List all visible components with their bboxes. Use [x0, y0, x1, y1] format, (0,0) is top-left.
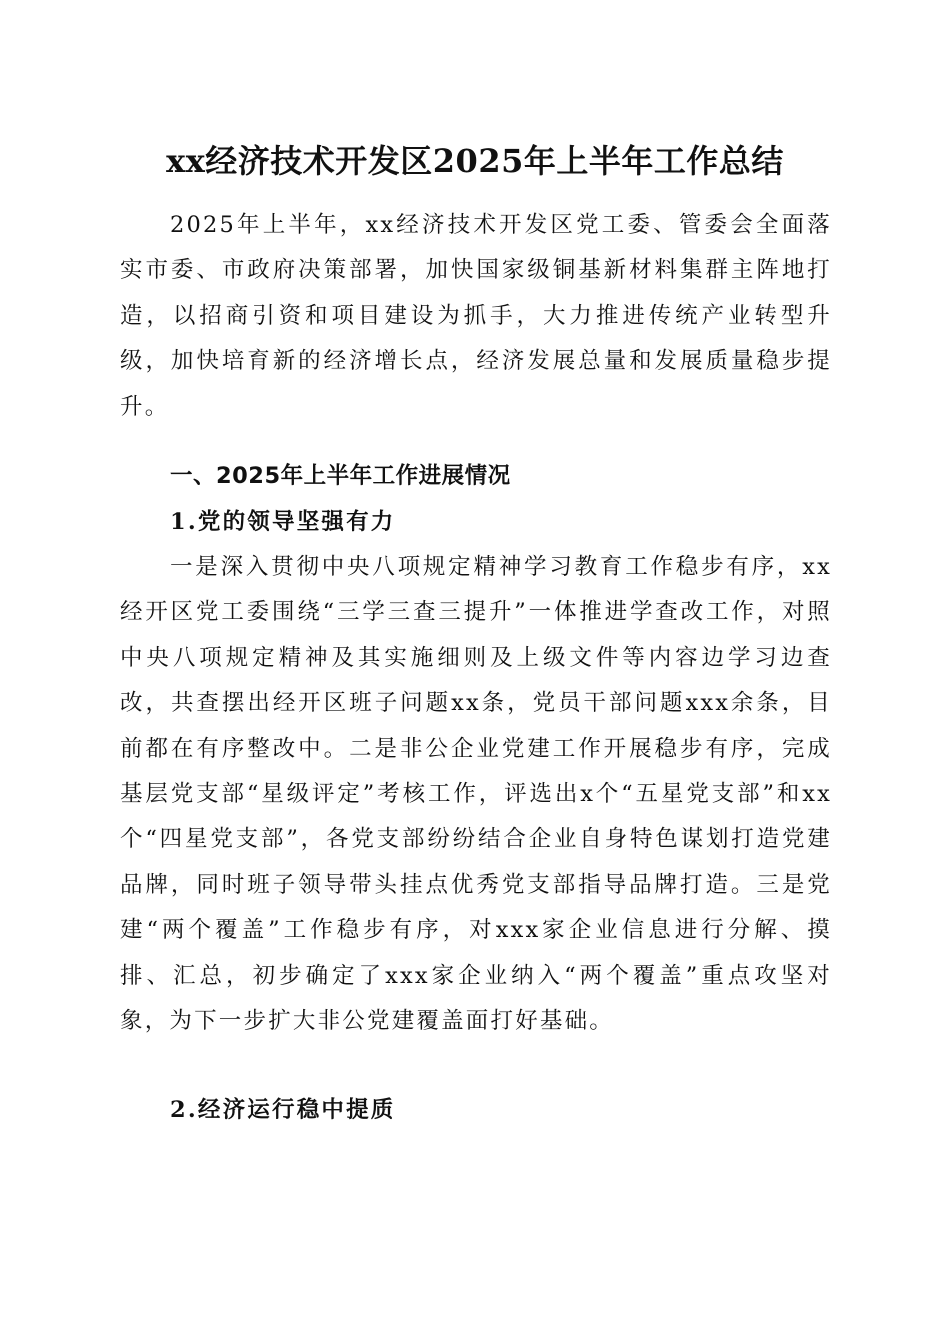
subsection-heading-2: 2.经济运行稳中提质: [170, 1097, 396, 1123]
subsection-heading-1: 1.党的领导坚强有力: [170, 509, 396, 535]
intro-paragraph: 2025年上半年，xx经济技术开发区党工委、管委会全面落实市委、市政府决策部署，加快国家级铜基新材料集群主阵地打造，以招商引资和项目建设为抓手，大力推进传统产业转型升级，加快培育新的经济增长点，经济发展总量和发展质量稳步提升。: [120, 212, 832, 420]
section-heading: 一、2025年上半年工作进展情况: [170, 463, 511, 489]
document-title: xx经济技术开发区2025年上半年工作总结: [166, 142, 784, 180]
subsection-1-paragraph: 一是深入贯彻中央八项规定精神学习教育工作稳步有序，xx经开区党工委围绕“三学三查三提升”一体推进学查改工作，对照中央八项规定精神及其实施细则及上级文件等内容边学习边查改，共查摆出经开区班子问题xx条，党员干部问题xxx余条，目前都在有序整改中。二是非公企业党建工作开展稳步有序，完成基层党支部“星级评定”考核工作，评选出x个“五星党支部”和xx个“四星党支部”，各党支部纷纷结合企业自身特色谋划打造党建品牌，同时班子领导带头挂点优秀党支部指导品牌打造。三是党建“两个覆盖”工作稳步有序，对xxx家企业信息进行分解、摸排、汇总，初步确定了xxx家企业纳入“两个覆盖”重点攻坚对象，为下一步扩大非公党建覆盖面打好基础。: [120, 554, 832, 1035]
